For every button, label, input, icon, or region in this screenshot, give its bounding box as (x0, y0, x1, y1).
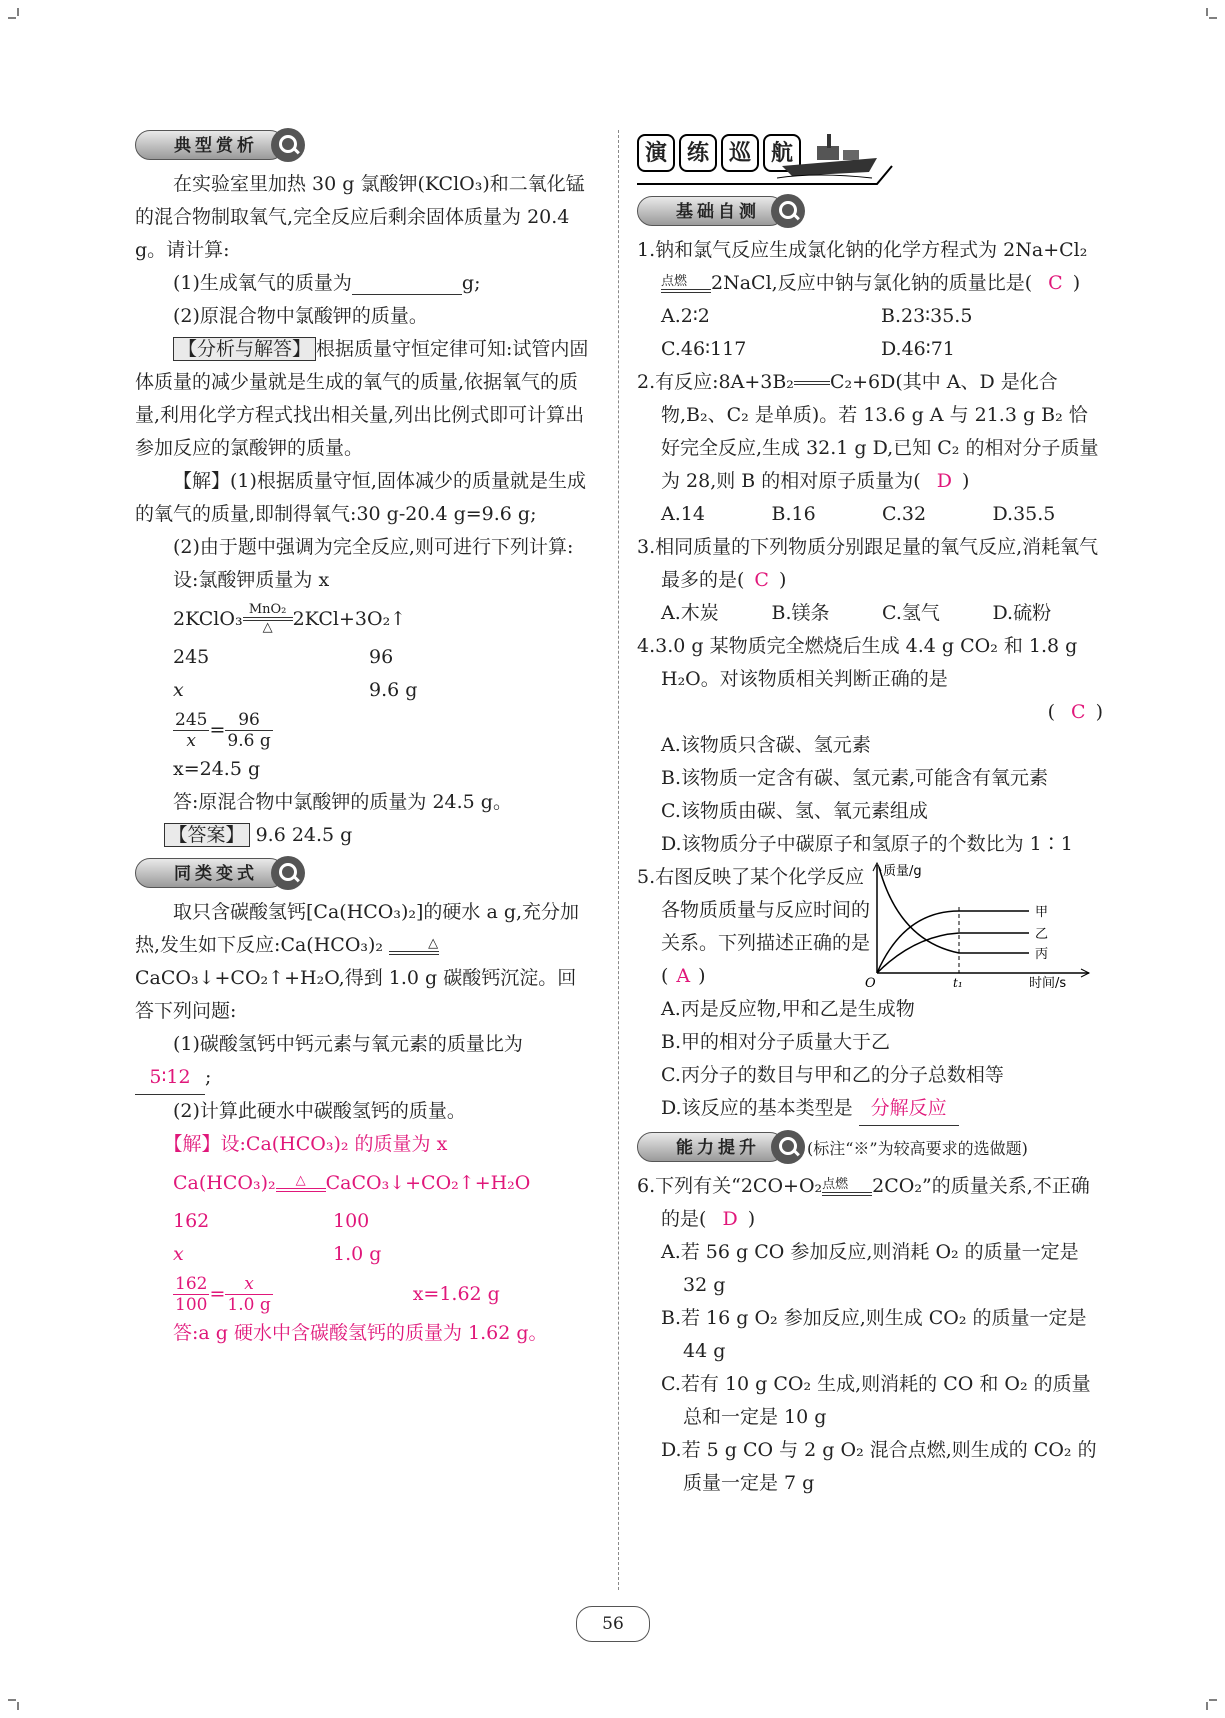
page-number: 56 (576, 1606, 650, 1642)
magnifier-icon (271, 856, 305, 890)
question-4: 4.3.0 g 某物质完全燃烧后生成 4.4 g CO₂ 和 1.8 g H₂O。对该物质相关判断正确的是 (637, 635, 1078, 690)
question-5-option: D.该反应的基本类型是 分解反应 (637, 1092, 1103, 1126)
reaction-condition: △ (389, 937, 439, 955)
crop-mark-icon (8, 1688, 30, 1710)
answer-mark: D (936, 470, 952, 492)
t1-label: t₁ (953, 976, 963, 990)
question-5-block (637, 861, 1103, 993)
solution-2: (2)由于题中强调为完全反应,则可进行下列计算: (173, 536, 574, 558)
question-6: 6.下列有关“2CO+O₂ 点燃 2CO₂”的质量关系,不正确的是( D ) (637, 1175, 1090, 1230)
answer-mark: A (676, 965, 691, 987)
question-3-options: A.木炭 B.镁条 C.氢气 D.硫粉 (661, 602, 1052, 624)
question-4-option: A.该物质只含碳、氢元素 (661, 734, 871, 756)
y-axis-label: 质量/g (883, 864, 922, 879)
example-q1: (1)生成氧气的质量为 g; (173, 272, 481, 294)
question-4-option: D.该物质分子中碳原子和氢原子的个数比为 1∶1 (661, 833, 1073, 855)
question-3: 3.相同质量的下列物质分别跟足量的氧气反应,消耗氧气最多的是( C ) (637, 536, 1099, 591)
example-text: 在实验室里加热 30 g 氯酸钾(KClO₃)和二氧化锰的混合物制取氧气,完全反应后剩余固体质量为 20.4 g。请计算: (135, 173, 585, 261)
analysis: 【分析与解答】 根据质量守恒定律可知:试管内固体质量的减少量就是生成的氧气的质量,依据氧气的质量,利用化学方程式找出相关量,列出比例式即可计算出参加反应的氯酸钾的质量。 (135, 338, 589, 459)
crop-mark-icon (1195, 1688, 1217, 1710)
answer-blank (352, 274, 462, 295)
answer-mark: C (754, 569, 769, 591)
left-column (135, 128, 595, 1350)
analysis-tag: 【分析与解答】 (173, 337, 316, 361)
variant-q2: (2)计算此硬水中碳酸氢钙的质量。 (173, 1100, 466, 1122)
section-header-typical (135, 128, 595, 162)
proportion: $\frac{245}{x}$ = $\frac{96}{9.6 g}$ (175, 709, 271, 751)
banner-practice (637, 128, 1103, 186)
variant-text: 取只含碳酸氢钙[Ca(HCO₃)₂]的硬水 a g,充分加热,发生如下反应:Ca(HCO₃)₂ △ CaCO₃↓+CO₂↑+H₂O,得到 1.0 g 碳酸钙沉淀。回答下列问题: (135, 901, 580, 1022)
series-label: 乙 (1035, 927, 1049, 942)
right-column (637, 128, 1103, 1500)
question-5-option: B.甲的相对分子质量大于乙 (661, 1031, 891, 1053)
question-5: 5.右图反映了某个化学反应各物质质量与反应时间的关系。下列描述正确的是( A ) (637, 866, 871, 987)
crop-mark-icon (1195, 8, 1217, 30)
magnifier-icon (771, 194, 805, 228)
reply: 答:原混合物中氯酸钾的质量为 24.5 g。 (173, 791, 512, 813)
answer-tag: 【答案】 (164, 823, 250, 847)
section-title: 典型赏析 (135, 130, 285, 160)
variant-q1-answer: 5∶12 ; (135, 1061, 595, 1095)
variant-q1: (1)碳酸氢钙中钙元素与氧元素的质量比为 (173, 1033, 523, 1055)
question-1-options: A.2∶2 B.23∶35.5 (661, 305, 973, 327)
ratio-row: x 9.6 g (173, 679, 418, 701)
crop-mark-icon (8, 8, 30, 30)
question-1: 1.钠和氯气反应生成氯化钠的化学方程式为 2Na+Cl₂ 点燃 2NaCl,反应中钠与氯化钠的质量比是( C ) (637, 239, 1088, 294)
example-q2: (2)原混合物中氯酸钾的质量。 (173, 305, 428, 327)
question-4-option: B.该物质一定含有碳、氢元素,可能含有氧元素 (661, 767, 1049, 789)
question-4-option: C.该物质由碳、氢、氧元素组成 (661, 800, 928, 822)
section-title: 能力提升 (637, 1132, 785, 1162)
answer: 【答案】 9.6 24.5 g (135, 819, 595, 852)
answer-mark: D (722, 1208, 738, 1230)
question-6-option: C.若有 10 g CO₂ 生成,则消耗的 CO 和 O₂ 的质量总和一定是 10 g (661, 1373, 1091, 1428)
column-divider (618, 130, 619, 1590)
mass-time-chart (859, 861, 1099, 991)
origin-label: O (865, 976, 876, 991)
question-5-option: A.丙是反应物,甲和乙是生成物 (661, 998, 915, 1020)
question-1-options: C.46∶117 D.46∶71 (661, 338, 955, 360)
question-5-option: C.丙分子的数目与甲和乙的分子总数相等 (661, 1064, 1004, 1086)
solution-1: 【解】(1)根据质量守恒,固体减少的质量就是生成的氧气的质量,即制得氧气:30 g-20.4 g=9.6 g; (135, 470, 586, 525)
reaction-condition: MnO₂ △ (243, 603, 293, 635)
banner-char: 航 (763, 134, 801, 172)
question-6-option: D.若 5 g CO 与 2 g O₂ 混合点燃,则生成的 CO₂ 的质量一定是 7 g (661, 1439, 1097, 1494)
section-note: (标注“※”为较高要求的选做题) (807, 1139, 1028, 1158)
result: x=24.5 g (173, 758, 261, 780)
answer-mark: C (1048, 272, 1063, 294)
banner-underline (637, 164, 897, 186)
section-header-variant (135, 856, 595, 890)
question-4-answer: ( C ) (1047, 701, 1103, 723)
question-6-option: A.若 56 g CO 参加反应,则消耗 O₂ 的质量一定是 32 g (661, 1241, 1079, 1296)
section-header-basic (637, 194, 1103, 228)
banner-char: 练 (679, 134, 717, 172)
series-label: 甲 (1035, 905, 1049, 920)
section-title: 基础自测 (637, 196, 785, 226)
question-2: 2.有反应:8A+3B₂ C₂+6D(其中 A、D 是化合物,B₂、C₂ 是单质)。若 13.6 g A 与 21.3 g B₂ 恰好完全反应,生成 32.1 g D,已知 C₂ 的相对分子质量为 28,则 B 的相对原子质量为( D ) (637, 371, 1099, 492)
question-2-options: A.14 B.16 C.32 D.35.5 (661, 503, 1056, 525)
section-header-ability (637, 1130, 1103, 1164)
chemical-equation: 2KClO₃ MnO₂ △ 2KCl+3O₂↑ (173, 602, 407, 635)
banner-char: 巡 (721, 134, 759, 172)
x-axis-label: 时间/s (1029, 976, 1067, 991)
magnifier-icon (771, 1130, 805, 1164)
series-label: 丙 (1035, 947, 1049, 962)
ratio-row: 245 96 (173, 646, 394, 668)
banner-char: 演 (637, 134, 675, 172)
question-6-option: B.若 16 g O₂ 参加反应,则生成 CO₂ 的质量一定是 44 g (661, 1307, 1087, 1362)
magnifier-icon (271, 128, 305, 162)
section-title: 同类变式 (135, 858, 285, 888)
solution-let: 设:氯酸钾质量为 x (173, 569, 330, 591)
variant-solution: 【解】设:Ca(HCO₃)₂ 的质量为 x Ca(HCO₃)₂ △ CaCO₃↓+CO₂↑+H₂O 162 100 x 1.0 g $\frac{162}{100}$ = $\frac{x}{1.0 g}$ x=1.62 g 答:a g 硬水中含碳酸氢钙的质量为 1.62 g。 (163, 1133, 548, 1344)
